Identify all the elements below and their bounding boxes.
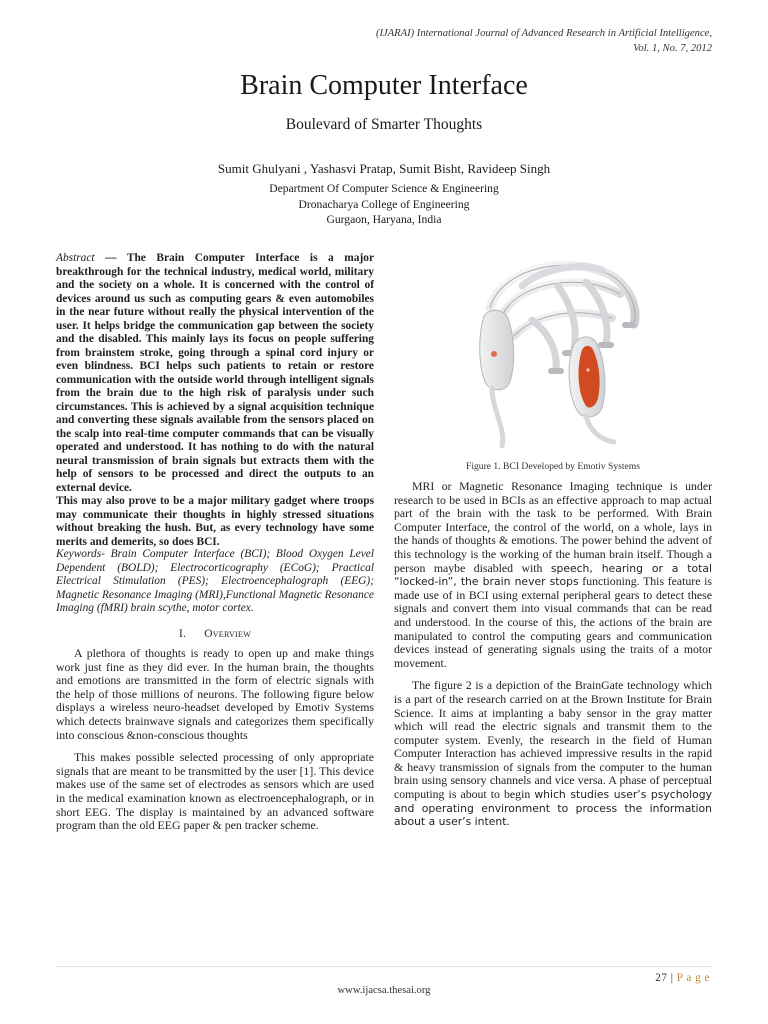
affiliation-department: Department Of Computer Science & Engineering: [269, 182, 499, 195]
affiliation: [0, 181, 768, 228]
affiliation-location: Gurgaon, Haryana, India: [326, 213, 442, 226]
section-heading: [56, 628, 374, 640]
braingate-paragraph: [394, 679, 712, 829]
journal-volume: Vol. 1, No. 7, 2012: [633, 43, 712, 54]
affiliation-college: Dronacharya College of Engineering: [298, 197, 470, 211]
author-list: Sumit Ghulyani , Yashasvi Pratap, Sumit Bisht, Ravideep Singh: [217, 161, 551, 176]
overview-body: [56, 647, 374, 842]
mri-text-3: functioning. This feature is made use of in BCI using external peripheral gears to detect these signals and convert them into visual commands that can be read and understood. In the course of this, the actions of the brain are manipulated to control the computing gears and communication devices instead of generating signals using the traits of a motor movement.: [394, 574, 712, 670]
paper-subtitle: Boulevard of Smarter Thoughts: [285, 116, 483, 133]
page-number-value: 27: [655, 972, 668, 984]
section-number: I.: [178, 628, 187, 640]
paper-title: Brain Computer Interface: [240, 70, 528, 101]
page-number: [655, 972, 710, 984]
overview-paragraph-1: A plethora of thoughts is ready to open up and make things work just fine as they did ever. In the human brain, the thoughts and emotions are transmitted in the form of electric signals with the help of those millions of neurons. The following figure below displays a wireless neuro-headset developed by Emotiv Systems which detects brainwave signals and categorizes them specifically into conscious &non-conscious thoughts: [56, 646, 374, 742]
emotiv-headset-figure: [462, 246, 648, 456]
page-label: P a g e: [676, 972, 710, 984]
figure-caption: Figure 1. BCI Developed by Emotiv Systems: [465, 461, 640, 472]
abstract-paragraph-1: [56, 252, 374, 495]
braingate-text-2: which studies user’s psychology and operating environment to process the information about a user’s intent: [394, 788, 712, 829]
abstract-label: Abstract: [56, 252, 95, 264]
mri-text-2: speech, hearing or a total “locked-in”, the brain never stops: [394, 561, 712, 589]
page-number-separator: |: [667, 972, 677, 984]
section-title: Overview: [204, 628, 252, 640]
journal-name: (IJARAI) International Journal of Advanced Research in Artificial Intelligence,: [375, 28, 712, 39]
journal-header: [212, 26, 712, 56]
keywords: [56, 548, 374, 616]
right-column-body: [394, 480, 712, 838]
braingate-text-1: The figure 2 is a depiction of the BrainGate technology which is a part of the research carried on at the Brown Institute for Brain Science. It aims at implanting a baby sensor in the gray matter which will read the electric signals and transmit them to the computer system. Evenly, the research in the field of Human Computer Interaction has achieved impressive results in the rapid & heavy transmission of signals from the computer to the human brain using sensory channels and vice versa. A phase of perceptual computing is about to begin: [394, 678, 712, 802]
abstract-paragraph-2: This may also prove to be a major military gadget where troops may communicate their thoughts in highly stressed situations without breaking the hush. But, as every technology have some merits and demerits, so does BCI.: [56, 495, 374, 548]
mri-text-1: MRI or Magnetic Resonance Imaging technique is under research to be used in BCIs as an effective approach to map actual part of the brain with the task to be performed. With Brain Computer Interface, the control of the world, on a whole, lays in the hands of thoughts & emotions. The power behind the advent of this technology is the working of the human brain itself. Though a person maybe disabled with: [394, 479, 712, 575]
footer-url[interactable]: www.ijacsa.thesai.org: [337, 985, 431, 996]
keywords-text: Keywords- Brain Computer Interface (BCI); Blood Oxygen Level Dependent (BOLD); Electrocorticography (ECoG); Practical Electrical Stimulation (PES); Electroencephalograph (EEG); Magnetic Resonance Imaging (MRI),Functional Magnetic Resonance Imaging (fMRI) brain scythe, motor cortex.: [56, 548, 374, 614]
abstract-text: — The Brain Computer Interface is a major breakthrough for the technical industry, medical world, military and the society on a whole. It is concerned with the control of devices around us such as computing gears & even automobiles in the near future without really the physical intervention of the user. It helps bridge the communication gap between the society and the disabled. This mainly lays its focus on people suffering from brainstem stroke, going through a spinal cord injury or even blindness. BCI helps such patients to retain or restore communication with the outside world through intelligent signals from the brain due to the high risk of paralysis under such circumstances. This is achieved by a signal acquisition technique and converting these signals available from the sensors placed on the scalp into real-time computer commands that can be visually operated and understood. It has nothing to do with the natural neural transmission of brain signals but extracts them with the help of sensors to be processed and direct the outputs to an external device.: [56, 252, 374, 494]
overview-paragraph-2: This makes possible selected processing of only appropriate signals that are meant to be transmitted by the user [1]. This device makes use of the same set of electrodes as sensors which are used in the medical examination known as electroencephalograph, or in short EEG. The display is maintained by an advanced software program than the old EEG paper & pen tracker scheme.: [56, 750, 374, 833]
abstract: [56, 252, 374, 549]
footer-divider: [56, 966, 712, 967]
braingate-text-3: .: [506, 814, 510, 829]
mri-paragraph: [394, 480, 712, 670]
